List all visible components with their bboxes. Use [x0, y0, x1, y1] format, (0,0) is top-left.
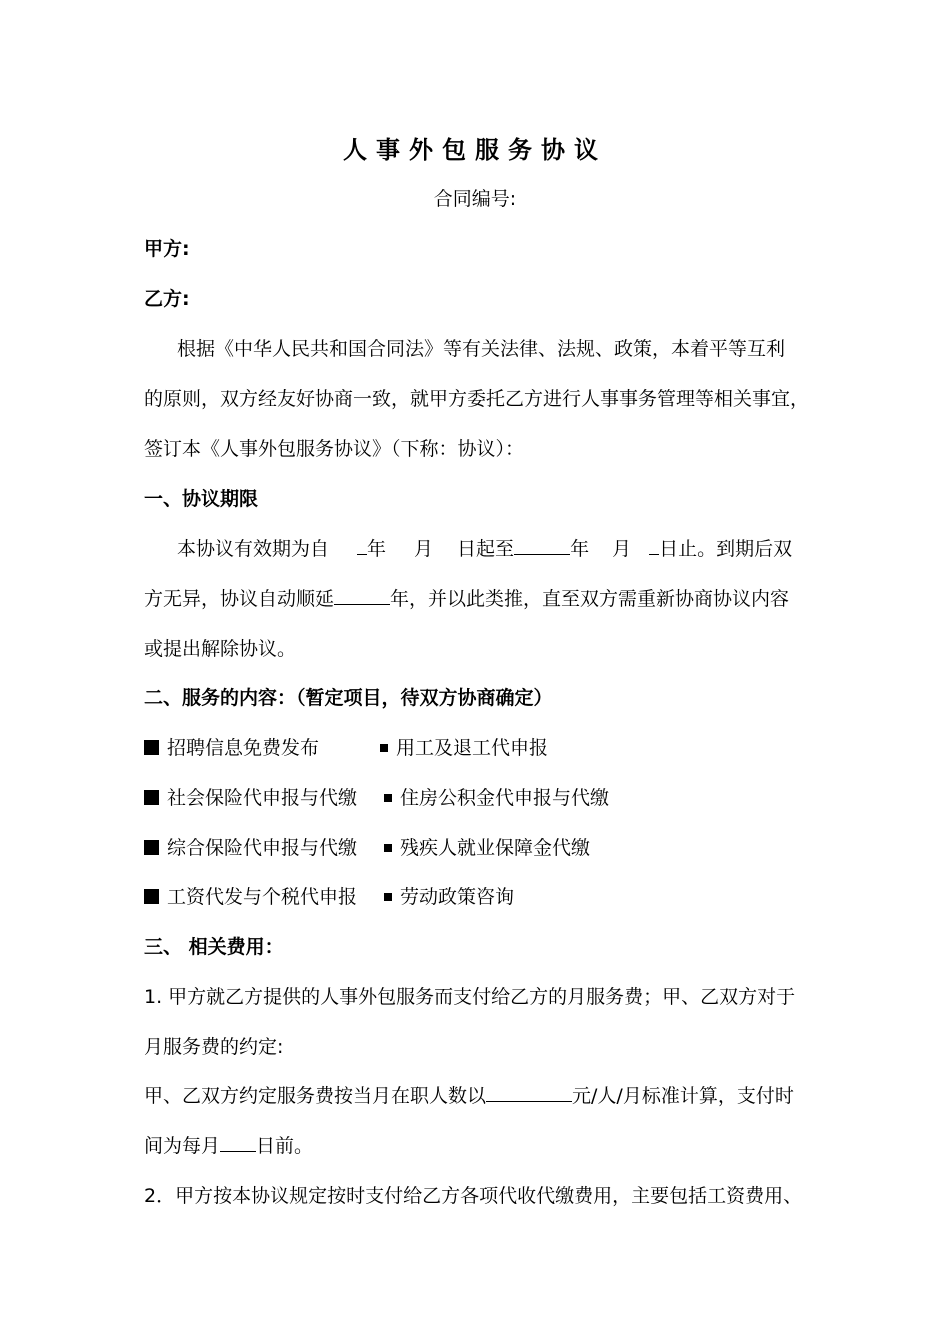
bullet-square-icon	[384, 893, 392, 901]
fees-para-2-line-2: 间为每月 日前。	[144, 1135, 314, 1157]
contract-number-label: 合同编号:	[433, 188, 517, 210]
service-item: 住房公积金代申报与代缴	[384, 789, 609, 808]
bullet-square-icon	[380, 744, 388, 752]
term-text-day-to: 日起至	[457, 538, 515, 560]
blank-start-year	[357, 553, 367, 555]
intro-line-1: 根据《中华人民共和国合同法》等有关法律、法规、政策，本着平等互利	[177, 338, 786, 360]
bullet-square-icon	[384, 844, 392, 852]
service-item: 工资代发与个税代申报	[144, 888, 357, 907]
intro-line-3: 签订本《人事外包服务协议》（下称：协议）：	[144, 438, 525, 460]
service-item: 残疾人就业保障金代缴	[384, 839, 590, 858]
section-1-heading: 一、协议期限	[144, 488, 259, 510]
service-item: 劳动政策咨询	[384, 888, 514, 907]
term-text-from: 本协议有效期为自	[177, 538, 330, 560]
fees-para-2-line-1: 甲、乙双方约定服务费按当月在职人数以 元/人/月标准计算，支付时	[144, 1085, 794, 1107]
fees-para-3-line-1: 2．甲方按本协议规定按时支付给乙方各项代收代缴费用，主要包括工资费用、	[144, 1185, 803, 1207]
bullet-square-icon	[384, 794, 392, 802]
intro-line-2: 的原则，双方经友好协商一致，就甲方委托乙方进行人事事务管理等相关事宜，	[144, 388, 810, 410]
service-row	[144, 839, 844, 861]
term-renew-text: 方无异，协议自动顺延	[144, 588, 335, 610]
term-text-year: 年	[367, 538, 387, 560]
blank-renew-years	[334, 603, 390, 605]
term-text-year-2: 年	[570, 538, 590, 560]
section-2-heading: 二、服务的内容：（暂定项目，待双方协商确定）	[144, 687, 553, 709]
bullet-square-icon	[144, 790, 159, 805]
blank-end-day	[649, 553, 659, 555]
document-title: 人事外包服务协议	[343, 136, 607, 164]
blank-pay-day	[220, 1150, 256, 1152]
party-b-label: 乙方:	[144, 288, 190, 310]
term-line-1	[177, 540, 792, 559]
service-item: 用工及退工代申报	[380, 739, 548, 758]
party-a-label: 甲方:	[144, 238, 190, 260]
bullet-square-icon	[144, 840, 159, 855]
blank-end-year	[514, 553, 570, 555]
term-text-month-2: 月	[612, 538, 632, 560]
term-line-2	[144, 590, 789, 609]
service-row	[144, 789, 844, 811]
term-line-3: 或提出解除协议。	[144, 638, 297, 660]
bullet-square-icon	[144, 740, 159, 755]
service-item: 招聘信息免费发布	[144, 739, 319, 758]
fees-para-1-line-1: 1. 甲方就乙方提供的人事外包服务而支付给乙方的月服务费；甲、乙双方对于	[144, 986, 796, 1008]
service-item: 综合保险代申报与代缴	[144, 839, 357, 858]
service-item: 社会保险代申报与代缴	[144, 789, 357, 808]
service-row	[144, 888, 844, 910]
fees-para-1-line-2: 月服务费的约定:	[144, 1036, 284, 1058]
term-text-day-end: 日止。到期后双	[659, 538, 793, 560]
section-3-heading: 三、 相关费用：	[144, 936, 284, 958]
blank-fee-amount	[486, 1100, 572, 1102]
term-text-month: 月	[414, 538, 434, 560]
bullet-square-icon	[144, 889, 159, 904]
term-renew-text-2: 年，并以此类推，直至双方需重新协商协议内容	[390, 588, 790, 610]
service-row	[144, 739, 844, 761]
